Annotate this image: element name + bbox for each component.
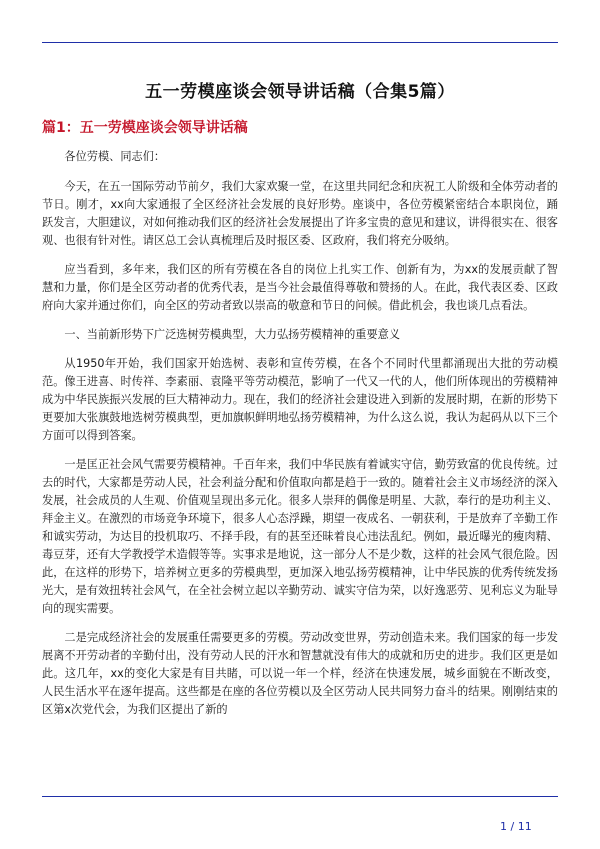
body-paragraph: 从1950年开始，我们国家开始选树、表彰和宣传劳模，在各个不同时代里都涌现出大批的劳动模范。像王进喜、时传祥、李素丽、袁隆平等劳动模范，影响了一代又一代的人，他们所体现出的劳模精神成为中华民族振兴发展的巨大精神动力。现在，我们的经济社会建设进入到新的发展时期，在新的形势下更要加大张旗鼓地选树劳模典型，更加旗帜鲜明地弘扬劳模精神，为什么这么说，我认为起码从以下三个方面可以得到答案。 [42, 357, 558, 442]
header-rule [42, 42, 558, 43]
page-indicator: 1 / 11 [500, 820, 532, 833]
subheading-paragraph: 一、当前新形势下广泛选树劳模典型，大力弘扬劳模精神的重要意义 [64, 328, 401, 341]
body-paragraph: 一是匡正社会风气需要劳模精神。千百年来，我们中华民族有着诚实守信，勤劳致富的优良传统。过去的时代，大家都是劳动人民，社会利益分配和价值取向都是趋于一致的。随着社会主义市场经济的深入发展，社会成员的人生观、价值观呈现出多元化。很多人崇拜的偶像是明星、大款，奉行的是功利主义、拜金主义。在激烈的市场竞争环境下，很多人心态浮躁，期望一夜成名、一朝获利，于是放弃了辛勤工作和诚实劳动，为达目的投机取巧、不择手段，有的甚至还昧着良心违法乱纪。例如，最近曝光的瘦肉精、毒豆芽，还有大学教授学术造假等等。实事求是地说，这一部分人不是少数，这样的社会风气很危险。因此，在这样的形势下，培养树立更多的劳模典型，更加深入地弘扬劳模精神，让中华民族的优秀传统发扬光大，是有效扭转社会风气，在全社会树立起以辛勤劳动、诚实守信为荣，以好逸恶劳、见利忘义为耻导向的现实需要。 [42, 458, 558, 615]
document-body [42, 148, 558, 730]
salutation-paragraph: 各位劳模、同志们： [64, 150, 166, 163]
body-paragraph: 今天，在五一国际劳动节前夕，我们大家欢聚一堂，在这里共同纪念和庆祝工人阶级和全体劳动者的节日。刚才，xx向大家通报了全区经济社会发展的良好形势。座谈中，各位劳模紧密结合本职岗位，踊跃发言，大胆建议，对如何推动我们区的经济社会发展提出了许多宝贵的意见和建议，讲得很实在、很客观、也很有针对性。请区总工会认真梳理后及时报区委、区政府，我们将充分吸纳。 [42, 180, 558, 247]
section-heading: 篇1：五一劳模座谈会领导讲话稿 [42, 120, 248, 136]
body-paragraph: 二是完成经济社会的发展重任需要更多的劳模。劳动改变世界，劳动创造未来。我们国家的每一步发展离不开劳动者的辛勤付出，没有劳动人民的汗水和智慧就没有伟大的成就和历史的进步。我们区更是如此。这几年，xx的变化大家是有目共睹，可以说一年一个样，经济在快速发展，城乡面貌在不断改变，人民生活水平在逐年提高。这些都是在座的各位劳模以及全区劳动人民共同努力奋斗的结果。刚刚结束的区第x次党代会，为我们区提出了新的 [42, 631, 558, 716]
document-title: 五一劳模座谈会领导讲话稿（合集5篇） [145, 82, 455, 102]
body-paragraph: 应当看到，多年来，我们区的所有劳模在各自的岗位上扎实工作、创新有为，为xx的发展贡献了智慧和力量，你们是全区劳动者的优秀代表，是当今社会最值得尊敬和赞扬的人。在此，我代表区委、区政府向大家并通过你们，向全区的劳动者致以崇高的敬意和节日的问候。借此机会，我也谈几点看法。 [42, 263, 558, 312]
footer-rule [42, 796, 558, 797]
